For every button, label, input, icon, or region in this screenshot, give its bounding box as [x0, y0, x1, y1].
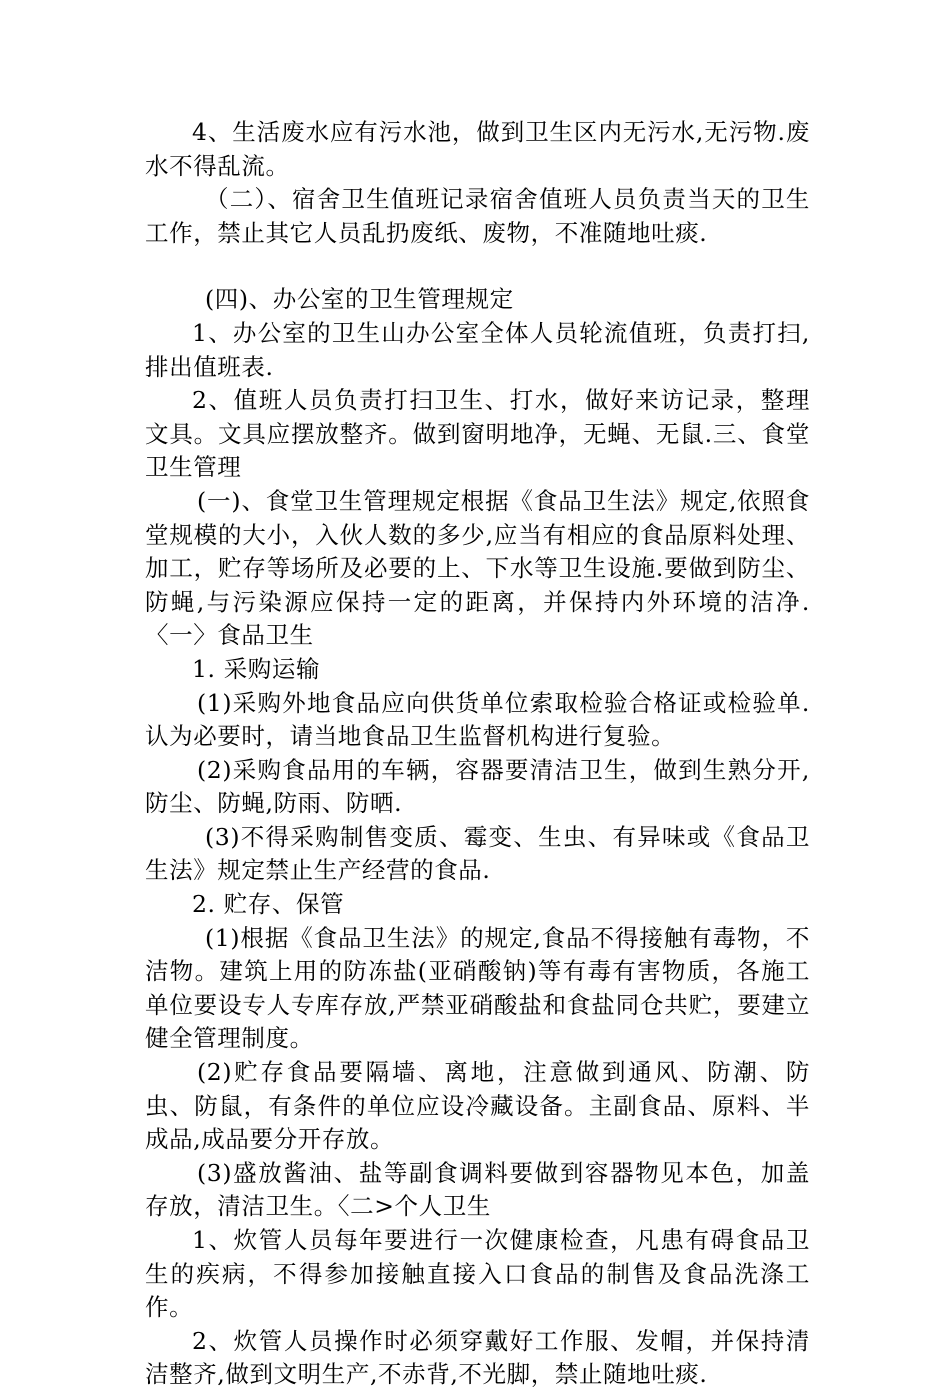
- paragraph-dormitory-duty: （二）、宿舍卫生值班记录宿舍值班人员负责当天的卫生工作，禁止其它人员乱扔废纸、废物，不准随地吐痰.: [145, 185, 810, 247]
- paragraph-purchase-1: (1)采购外地食品应向供货单位索取检验合格证或检验单.认为必要时，请当地食品卫生监督机构进行复验。: [145, 688, 810, 751]
- paragraph-gap: [145, 250, 810, 283]
- paragraph-office-duty: 2、值班人员负责打扫卫生、打水，做好来访记录，整理文具。文具应摆放整齐。做到窗明地净，无蝇、无鼠.三、食堂卫生管理: [145, 386, 810, 482]
- document-body: [145, 116, 810, 1392]
- paragraph-office-rotation: 1、办公室的卫生山办公室全体人员轮流值班，负责打扫,排出值班表.: [145, 318, 810, 381]
- paragraph-personal-hygiene-2: 2、炊管人员操作时必须穿戴好工作服、发帽，并保持清洁整齐,做到文明生产,不赤背,不光脚，禁止随地吐痰.: [145, 1326, 810, 1389]
- paragraph-storage-3: (3)盛放酱油、盐等副食调料要做到容器物见本色，加盖存放，清洁卫生。〈二>个人卫生: [145, 1158, 810, 1221]
- paragraph-wastewater: 4、生活废水应有污水池，做到卫生区内无污水,无污物.废水不得乱流。: [145, 118, 810, 180]
- paragraph-personal-hygiene-1: 1、炊管人员每年要进行一次健康检查，凡患有碍食品卫生的疾病，不得参加接触直接入口食品的制售及食品洗涤工作。: [145, 1226, 810, 1322]
- section-heading-office: (四)、办公室的卫生管理规定: [205, 285, 514, 314]
- subheading-storage: 2. 贮存、保管: [192, 890, 345, 919]
- paragraph-storage-1: (1)根据《食品卫生法》的规定,食品不得接触有毒物，不洁物。建筑上用的防冻盐(亚硝酸钠)等有毒有害物质，各施工单位要设专人专库存放,严禁亚硝酸盐和食盐同仓共贮，要建立健全管理制度。: [145, 923, 810, 1053]
- paragraph-canteen-rules: (一)、食堂卫生管理规定根据《食品卫生法》规定,依照食堂规模的大小，入伙人数的多少,应当有相应的食品原料处理、加工，贮存等场所及必要的上、下水等卫生设施.要做到防尘、防蝇,与污染源应保持一定的距离，并保持内外环境的洁净.〈一〉食品卫生: [145, 486, 810, 650]
- paragraph-purchase-2: (2)采购食品用的车辆，容器要清洁卫生，做到生熟分开,防尘、防蝇,防雨、防晒.: [145, 755, 810, 818]
- paragraph-storage-2: (2)贮存食品要隔墙、离地，注意做到通风、防潮、防虫、防鼠，有条件的单位应设冷藏设备。主副食品、原料、半成品,成品要分开存放。: [145, 1058, 810, 1154]
- paragraph-purchase-3: (3)不得采购制售变质、霉变、生虫、有异味或《食品卫生法》规定禁止生产经营的食品.: [145, 822, 810, 885]
- subheading-purchase-transport: 1. 采购运输: [192, 654, 321, 683]
